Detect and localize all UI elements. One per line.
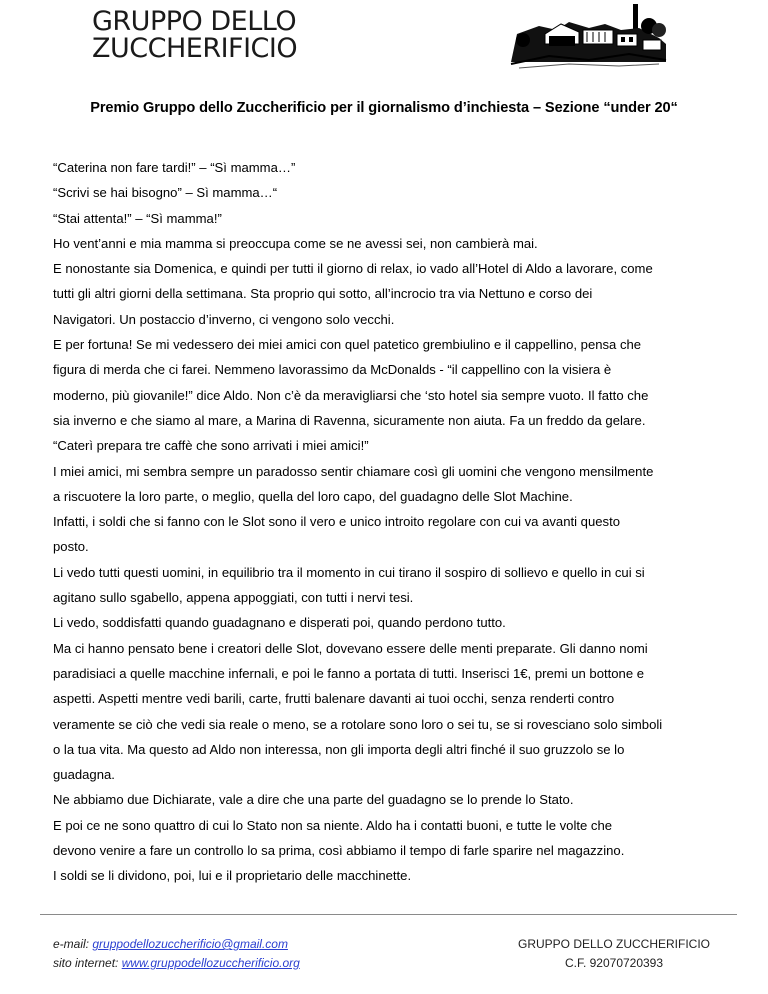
body-line: “Caterina non fare tardi!” – “Sì mamma…” [53, 160, 296, 175]
footer-contacts [53, 935, 300, 973]
body-line: Ma ci hanno pensato bene i creatori delle Slot, dovevano essere delle menti preparate. Gli danno nomi [53, 640, 648, 656]
factory-illustration [509, 4, 668, 72]
body-line: aspetti. Aspetti mentre vedi barili, carte, frutti balenare davanti ai tuoi occhi, senza renderti contro [53, 691, 615, 707]
logo-line-2: ZUCCHERIFICIO [92, 33, 298, 64]
body-line: o la tua vita. Ma questo ad Aldo non interessa, non gli importa degli altri finché il suo gruzzolo se lo [53, 741, 625, 757]
email-link[interactable]: gruppodellozuccherificio@gmail.com [92, 937, 288, 951]
logo-wordmark [92, 8, 297, 62]
website-line [53, 954, 300, 973]
body-line: “Caterì prepara tre caffè che sono arrivati i miei amici!” [53, 438, 369, 454]
fiscal-code: C.F. 92070720393 [564, 956, 664, 970]
website-link[interactable]: www.gruppodellozuccherificio.org [121, 956, 300, 970]
body-line: agitano sullo sgabello, appena appoggiati, con tutti i nervi tesi. [53, 590, 414, 606]
body-line: posto. [53, 539, 89, 555]
logo-line-1: GRUPPO DELLO [92, 6, 297, 37]
body-line: devono venire a fare un controllo lo sa prima, così abbiamo il tempo di farle sparire nel magazzino. [53, 843, 625, 859]
email-label: e-mail: [53, 937, 93, 951]
body-line: moderno, più giovanile!” dice Aldo. Non c’è da meravigliarsi che ‘sto hotel sia sempre vuoto. Il fatto che [53, 387, 649, 403]
document-title: Premio Gruppo dello Zuccherificio per il giornalismo d’inchiesta – Sezione “under 20“ [90, 100, 678, 116]
body-line: E nonostante sia Domenica, e quindi per tutti il giorno di relax, io vado all’Hotel di Aldo a lavorare, come [53, 261, 653, 277]
body-line: Navigatori. Un postaccio d’inverno, ci vengono solo vecchi. [53, 311, 395, 327]
body-line: Ho vent’anni e mia mamma si preoccupa come se ne avessi sei, non cambierà mai. [53, 235, 538, 251]
body-line: Ne abbiamo due Dichiarate, vale a dire che una parte del guadagno se lo prende lo Stato. [53, 792, 574, 808]
body-line: I miei amici, mi sembra sempre un paradosso sentir chiamare così gli uomini che vengono mensilmente [53, 463, 654, 479]
body-line: paradisiaci a quelle macchine infernali, e poi le fanno a portata di tutti. Inserisci 1€, premi un bottone e [53, 665, 645, 681]
body-line: Li vedo tutti questi uomini, in equilibrio tra il momento in cui tirano il sospiro di sollievo e quello in cui si [53, 564, 645, 580]
body-line: veramente se ciò che vedi sia reale o meno, se a rotolare sono loro o sei tu, se si rovesciano solo simboli [53, 716, 663, 732]
body-line: “Scrivi se hai bisogno” – Sì mamma…“ [53, 185, 278, 201]
body-line: “Stai attenta!” – “Sì mamma!” [53, 210, 222, 226]
body-line: tutti gli altri giorni della settimana. Sta proprio qui sotto, all’incrocio tra via Nettuno e corso dei [53, 286, 593, 302]
email-line [53, 935, 300, 954]
body-line: a riscuotere la loro parte, o meglio, quella del loro capo, del guadagno delle Slot Machine. [53, 488, 573, 504]
organization-name: GRUPPO DELLO ZUCCHERIFICIO [517, 937, 711, 951]
body-line: guadagna. [53, 767, 115, 783]
website-label: sito internet: [53, 956, 122, 970]
body-line: sia inverno e che siamo al mare, a Marina di Ravenna, sicuramente non aiuta. Fa un freddo da gelare. [53, 412, 646, 428]
body-line: Li vedo, soddisfatti quando guadagnano e disperati poi, quando perdono tutto. [53, 615, 506, 631]
body-line: E per fortuna! Se mi vedessero dei miei amici con quel patetico grembiulino e il cappellino, pensa che [53, 337, 642, 353]
body-line: I soldi se li dividono, poi, lui e il proprietario delle macchinette. [53, 868, 412, 884]
footer-divider [40, 914, 737, 915]
article-body [53, 155, 721, 889]
footer-organization [498, 935, 730, 973]
body-line: E poi ce ne sono quattro di cui lo Stato non sa niente. Aldo ha i contatti buoni, e tutte le volte che [53, 817, 613, 833]
body-line: figura di merda che ci farei. Nemmeno lavorassimo da McDonalds - “il cappellino con la visiera è [53, 362, 612, 378]
body-line: Infatti, i soldi che si fanno con le Slot sono il vero e unico introito regolare con cui va avanti questo [53, 514, 620, 530]
